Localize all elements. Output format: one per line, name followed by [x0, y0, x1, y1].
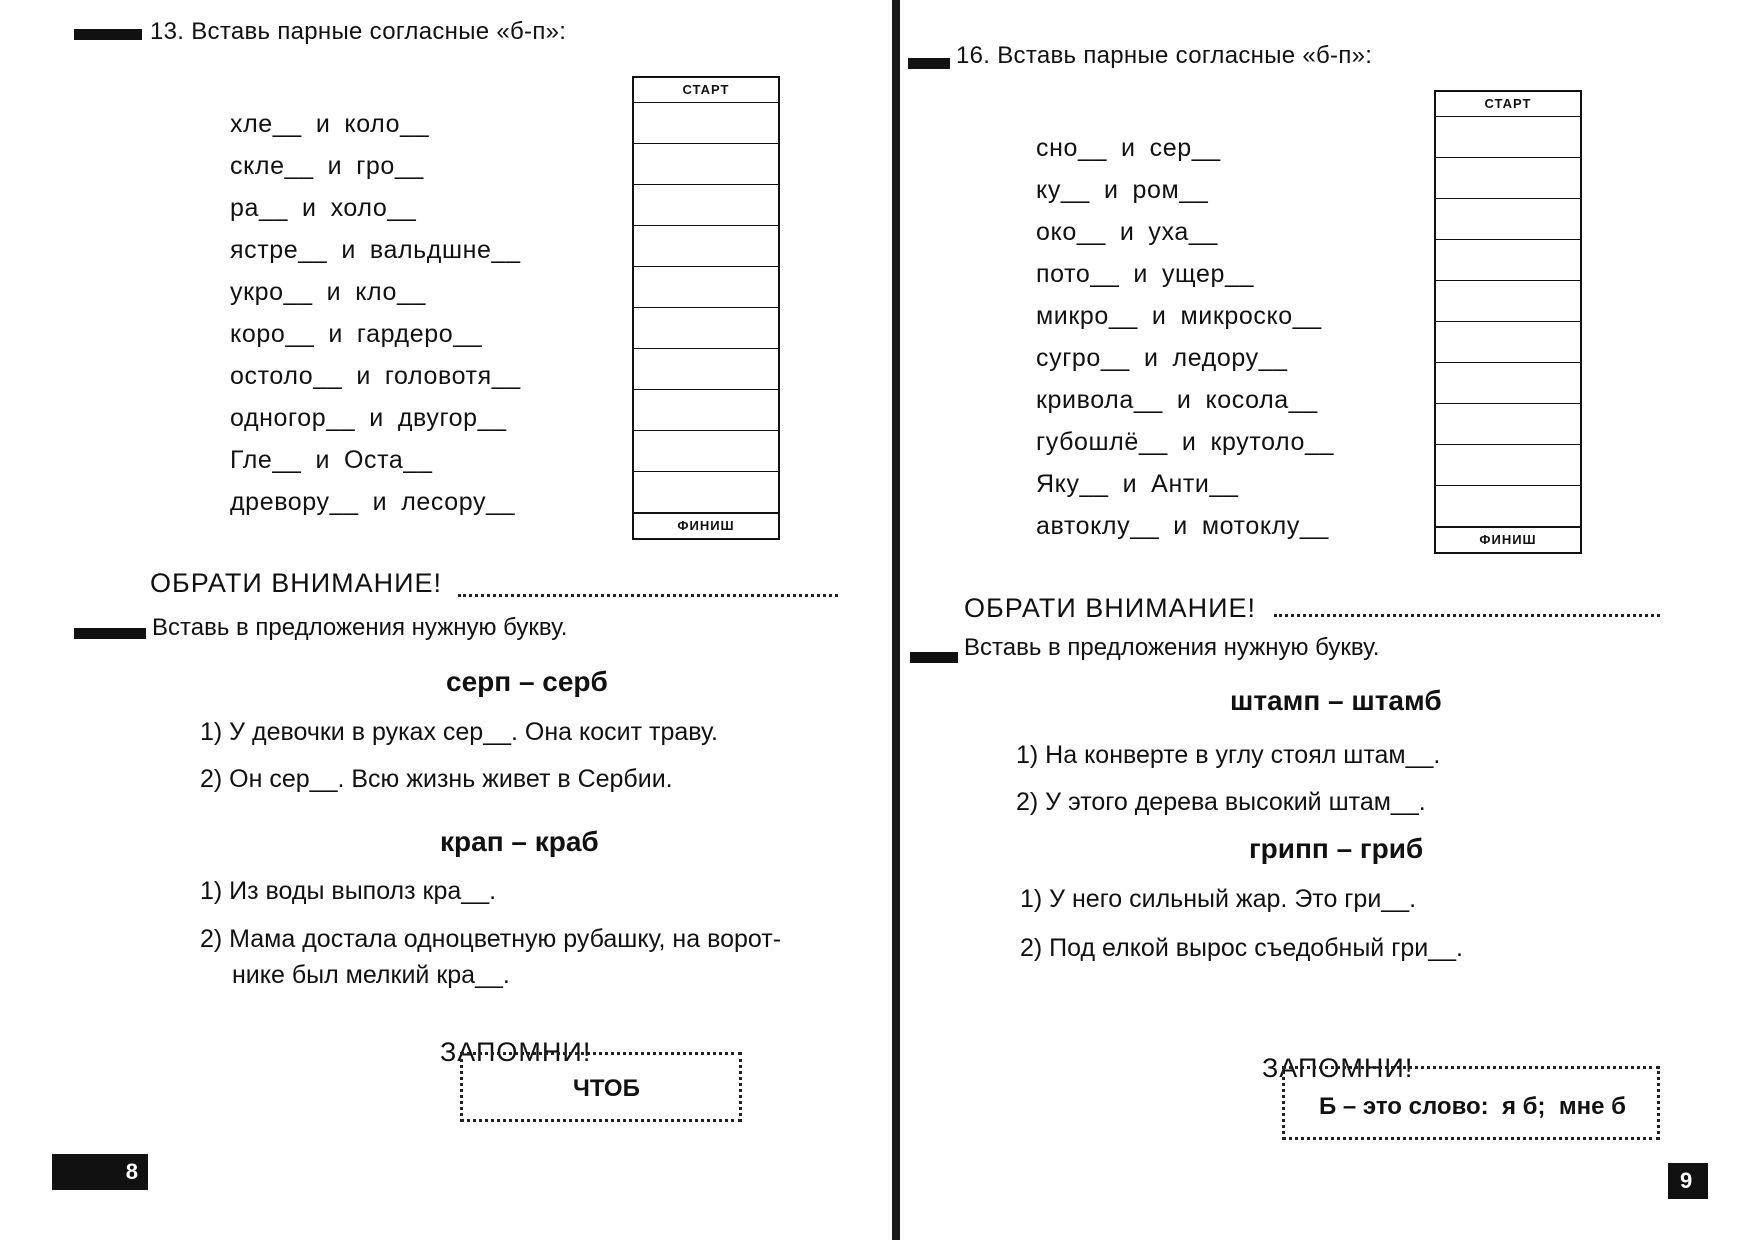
word-with-gap[interactable]: пото__	[1036, 260, 1120, 288]
conjunction: и	[356, 362, 371, 390]
page-right	[904, 0, 1754, 1240]
sentence: 2) Под елкой вырос съедобный гри__.	[1020, 934, 1463, 962]
ladder-rung[interactable]	[634, 185, 778, 226]
word-pair-line	[230, 229, 610, 271]
conjunction: и	[302, 194, 317, 222]
ladder-rung[interactable]	[1436, 240, 1580, 281]
conjunction: и	[328, 320, 343, 348]
word-with-gap[interactable]: ра__	[230, 194, 289, 222]
attention-dotted-line	[1274, 614, 1660, 617]
ladder-rung[interactable]	[634, 267, 778, 308]
word-pair-line	[1036, 379, 1416, 421]
conjunction: и	[1173, 512, 1188, 540]
word-with-gap[interactable]: ку__	[1036, 176, 1090, 204]
word-with-gap[interactable]: Яку__	[1036, 470, 1109, 498]
word-with-gap[interactable]: Анти__	[1151, 470, 1239, 498]
word-with-gap[interactable]: одногор__	[230, 404, 356, 432]
task-marker	[74, 628, 146, 639]
ladder-finish-label: ФИНИШ	[634, 513, 778, 538]
word-pair-line	[230, 481, 610, 523]
word-pair-line	[1036, 463, 1416, 505]
conjunction: и	[327, 152, 343, 180]
page-number	[1668, 1163, 1708, 1199]
sentence: 1) На конверте в углу стоял штам__.	[1016, 741, 1441, 769]
word-with-gap[interactable]: ястре__	[230, 236, 328, 264]
conjunction: и	[1133, 260, 1148, 288]
remember-box	[460, 1052, 742, 1122]
ladder-rung[interactable]	[634, 349, 778, 390]
ladder-rung[interactable]	[1436, 117, 1580, 158]
remember-heading: ЗАПОМНИ!	[440, 1037, 592, 1067]
remember-rule: Б – это слово: я б; мне б	[1319, 1093, 1626, 1120]
ladder-rung[interactable]	[634, 226, 778, 267]
word-pair-line	[1036, 211, 1416, 253]
word-with-gap[interactable]: автоклу__	[1036, 512, 1160, 540]
page-number-label: 9	[1680, 1168, 1693, 1193]
page-number	[52, 1154, 148, 1190]
attention-heading: ОБРАТИ ВНИМАНИЕ!	[964, 593, 1257, 623]
word-with-gap[interactable]: гро__	[356, 152, 424, 180]
word-with-gap[interactable]: мотоклу__	[1201, 512, 1329, 540]
word-pair-heading: штамп – штамб	[1230, 685, 1442, 716]
word-with-gap[interactable]: ледору__	[1172, 344, 1288, 372]
word-with-gap[interactable]: ром__	[1132, 176, 1209, 204]
word-with-gap[interactable]: древору__	[230, 488, 359, 516]
word-with-gap[interactable]: остоло__	[230, 362, 343, 390]
word-pair-line	[1036, 421, 1416, 463]
insert-letter-instruction: Вставь в предложения нужную букву.	[964, 634, 1380, 661]
remember-word: ЧТОБ	[573, 1075, 640, 1102]
word-with-gap[interactable]: губошлё__	[1036, 428, 1168, 456]
ladder-start-label: СТАРТ	[1436, 92, 1580, 117]
word-with-gap[interactable]: сугро__	[1036, 344, 1130, 372]
ladder-start-label: СТАРТ	[634, 78, 778, 103]
task-marker	[74, 29, 142, 40]
conjunction: и	[1151, 302, 1167, 330]
ladder-rung[interactable]	[634, 144, 778, 185]
word-pair-heading: серп – серб	[446, 666, 608, 697]
sentence: 2) Он сер__. Всю жизнь живет в Сербии.	[200, 765, 673, 793]
word-pairs-list	[230, 103, 610, 523]
task-marker	[908, 58, 950, 69]
word-pair-line	[230, 439, 610, 481]
word-with-gap[interactable]: холо__	[330, 194, 417, 222]
ladder-rung[interactable]	[634, 472, 778, 513]
word-with-gap[interactable]: коро__	[230, 320, 315, 348]
word-with-gap[interactable]: гардеро__	[356, 320, 483, 348]
sentence: 2) У этого дерева высокий штам__.	[1016, 788, 1426, 816]
conjunction: и	[369, 404, 384, 432]
word-pair-line	[230, 187, 610, 229]
word-pair-line	[1036, 253, 1416, 295]
sentence: 1) У девочки в руках сер__. Она косит траву.	[200, 718, 718, 746]
word-with-gap[interactable]: хле__	[230, 110, 302, 138]
word-with-gap[interactable]: ущер__	[1161, 260, 1254, 288]
attention-heading: ОБРАТИ ВНИМАНИЕ!	[150, 568, 443, 598]
ladder-rung[interactable]	[1436, 158, 1580, 199]
word-with-gap[interactable]: укро__	[230, 278, 313, 306]
task-16-title: 16. Вставь парные согласные «б-п»:	[956, 42, 1373, 69]
conjunction: и	[315, 446, 331, 474]
sentence-continuation: нике был мелкий кра__.	[232, 961, 510, 989]
word-pairs-list	[1036, 127, 1416, 547]
word-pair-line	[230, 313, 610, 355]
insert-letter-instruction: Вставь в предложения нужную букву.	[152, 614, 568, 641]
book-spine	[892, 0, 900, 1240]
word-with-gap[interactable]: кривола__	[1036, 386, 1163, 414]
word-with-gap[interactable]: кло__	[355, 278, 427, 306]
sentence: 2) Мама достала одноцветную рубашку, на ворот-	[200, 925, 782, 953]
word-pair-heading: грипп – гриб	[1249, 833, 1424, 864]
ladder-finish-label: ФИНИШ	[1436, 527, 1580, 552]
ladder-rung[interactable]	[634, 103, 778, 144]
word-with-gap[interactable]: головотя__	[384, 362, 521, 390]
sentence: 1) У него сильный жар. Это гри__.	[1020, 885, 1417, 913]
conjunction: и	[1122, 470, 1138, 498]
word-with-gap[interactable]: косола__	[1205, 386, 1318, 414]
word-pair-line	[1036, 169, 1416, 211]
task-marker	[910, 652, 958, 663]
word-with-gap[interactable]: коло__	[344, 110, 430, 138]
word-with-gap[interactable]: крутоло__	[1210, 428, 1335, 456]
remember-heading: ЗАПОМНИ!	[1262, 1053, 1414, 1083]
word-pair-line	[1036, 337, 1416, 379]
word-with-gap[interactable]: Гле__	[230, 446, 302, 474]
ladder-rung[interactable]	[1436, 281, 1580, 322]
ladder-rung[interactable]	[1436, 199, 1580, 240]
ladder-rung[interactable]	[634, 390, 778, 431]
word-pair-line	[230, 271, 610, 313]
word-with-gap[interactable]: лесору__	[401, 488, 516, 516]
conjunction: и	[1176, 386, 1192, 414]
word-pair-line	[1036, 295, 1416, 337]
word-with-gap[interactable]: микро__	[1036, 302, 1138, 330]
ladder-rung[interactable]	[634, 308, 778, 349]
ladder-rung[interactable]	[1436, 404, 1580, 445]
word-pair-line	[230, 145, 610, 187]
word-with-gap[interactable]: вальдшне__	[369, 236, 521, 264]
word-pair-line	[1036, 127, 1416, 169]
conjunction: и	[1121, 134, 1136, 162]
word-pair-line	[1036, 505, 1416, 547]
conjunction: и	[372, 488, 388, 516]
conjunction: и	[326, 278, 342, 306]
ladder-rung[interactable]	[1436, 445, 1580, 486]
conjunction: и	[1181, 428, 1197, 456]
task-13-title: 13. Вставь парные согласные «б-п»:	[150, 18, 567, 45]
ladder-rung[interactable]	[1436, 322, 1580, 363]
ladder-start-finish	[632, 76, 780, 540]
sentence: 1) Из воды выполз кра__.	[200, 877, 497, 905]
word-with-gap[interactable]: двугор__	[397, 404, 507, 432]
ladder-start-finish	[1434, 90, 1582, 554]
word-pair-line	[230, 103, 610, 145]
conjunction: и	[1143, 344, 1159, 372]
remember-box	[1282, 1066, 1660, 1140]
word-with-gap[interactable]: сер__	[1149, 134, 1221, 162]
page-number-label: 8	[125, 1159, 138, 1184]
conjunction: и	[315, 110, 331, 138]
ladder-rung[interactable]	[634, 431, 778, 472]
conjunction: и	[1119, 218, 1135, 246]
word-with-gap[interactable]: уха__	[1148, 218, 1218, 246]
word-pair-heading: крап – краб	[440, 826, 599, 857]
word-with-gap[interactable]: Оста__	[344, 446, 433, 474]
word-with-gap[interactable]: око__	[1036, 218, 1106, 246]
attention-dotted-line	[458, 594, 838, 597]
conjunction: и	[341, 236, 356, 264]
ladder-rung[interactable]	[1436, 486, 1580, 527]
word-pair-line	[230, 397, 610, 439]
ladder-rung[interactable]	[1436, 363, 1580, 404]
word-with-gap[interactable]: скле__	[230, 152, 314, 180]
word-pair-line	[230, 355, 610, 397]
word-with-gap[interactable]: сно__	[1036, 134, 1108, 162]
conjunction: и	[1103, 176, 1119, 204]
word-with-gap[interactable]: микроско__	[1180, 302, 1322, 330]
